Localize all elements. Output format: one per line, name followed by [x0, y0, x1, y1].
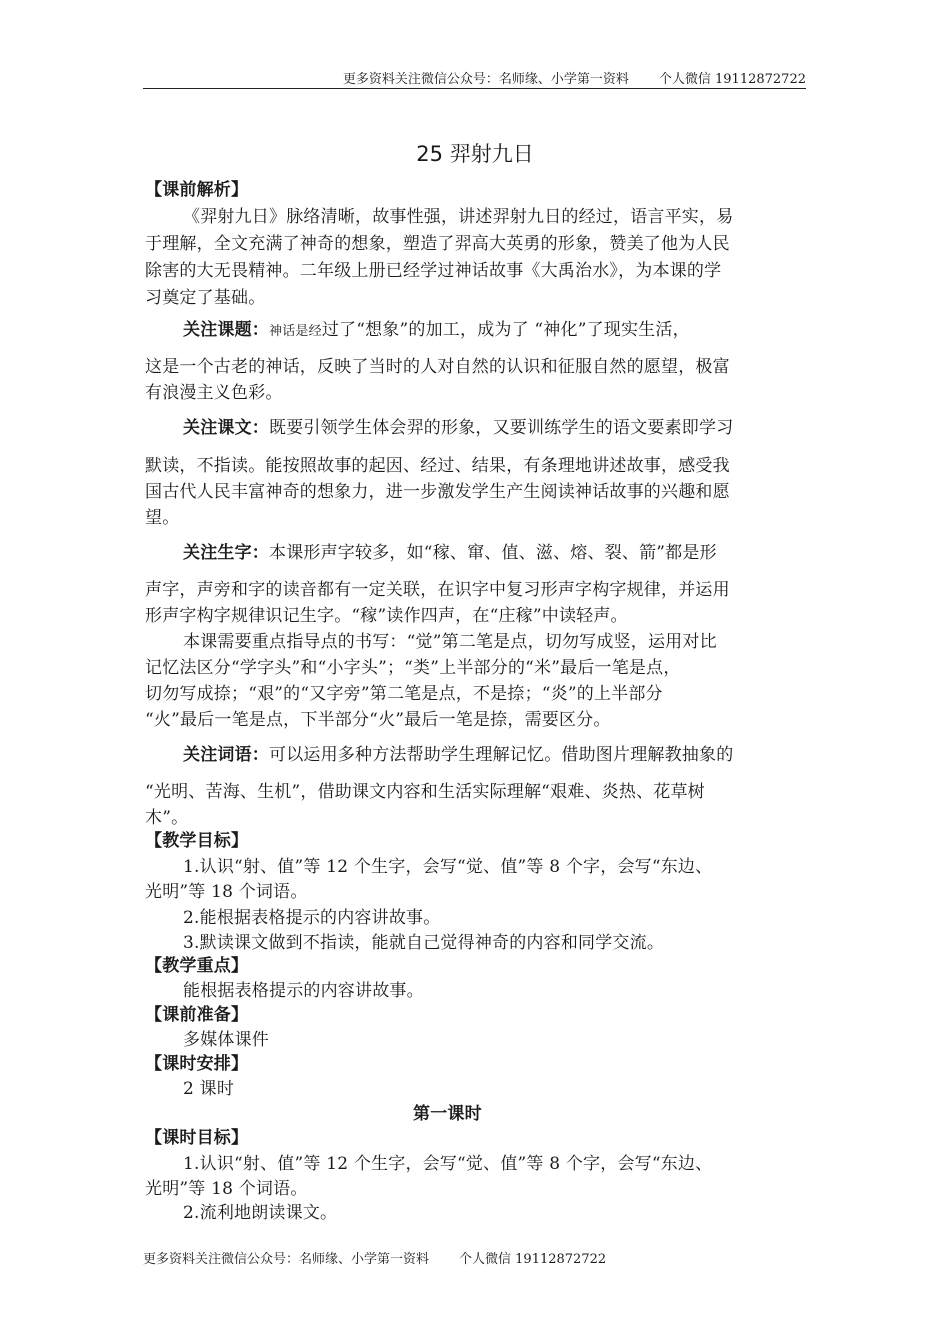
- words-label: 关注词语：: [183, 745, 269, 765]
- schedule-heading: 【课时安排】: [145, 1054, 249, 1074]
- goal-item: 2.能根据表格提示的内容讲故事。: [183, 908, 441, 928]
- analysis-line: 习奠定了基础。: [145, 288, 266, 308]
- topic-paragraph-first: [183, 315, 690, 340]
- text-line: 默读，不指读。能按照故事的起因、经过、结果，有条理地讲述故事，感受我: [145, 456, 730, 476]
- footer-wechat: 个人微信 19112872722: [459, 1252, 607, 1267]
- text-line: 国古代人民丰富神奇的想象力，进一步激发学生产生阅读神话故事的兴趣和愿: [145, 482, 730, 502]
- words-paragraph-first: [183, 740, 733, 765]
- topic-small-text: 神话是经: [269, 324, 322, 339]
- topic-label: 关注课题：: [183, 320, 269, 340]
- goal-item: 3.默读课文做到不指读，能就自己觉得神奇的内容和同学交流。: [183, 933, 665, 953]
- header-promo: 更多资料关注微信公众号：名师缘、小学第一资料: [342, 72, 629, 87]
- analysis-line: 于理解，全文充满了神奇的想象，塑造了羿高大英勇的形象，赞美了他为人民: [145, 234, 730, 254]
- topic-text: 过了“想象”的加工，成为了 “神化”了现实生活，: [321, 320, 690, 340]
- words-line: “光明、苦海、生机”，借助课文内容和生活实际理解“艰难、炎热、花草树: [145, 782, 705, 802]
- analysis-heading: 【课前解析】: [145, 180, 249, 200]
- writing-line: 本课需要重点指导点的书写：“觉”第二笔是点，切勿写成竖，运用对比: [183, 632, 717, 652]
- chars-label: 关注生字：: [183, 543, 269, 563]
- chars-paragraph-first: [183, 538, 717, 563]
- footer-promo: 更多资料关注微信公众号：名师缘、小学第一资料: [143, 1252, 430, 1267]
- page-header: [143, 66, 806, 89]
- page-footer: [143, 1248, 606, 1267]
- chars-text: 本课形声字较多，如“稼、窜、值、滋、熔、裂、箭”都是形: [269, 543, 717, 563]
- lesson1-goal-item: 光明”等 18 个词语。: [145, 1179, 308, 1199]
- words-line: 木”。: [145, 808, 189, 828]
- key-text: 能根据表格提示的内容讲故事。: [183, 981, 424, 1001]
- goal-item: 光明”等 18 个词语。: [145, 882, 308, 902]
- header-wechat: 个人微信 19112872722: [658, 72, 806, 87]
- lesson1-goals-heading: 【课时目标】: [145, 1128, 249, 1148]
- prep-heading: 【课前准备】: [145, 1005, 249, 1025]
- lesson1-title: 第一课时: [413, 1104, 482, 1124]
- schedule-text: 2 课时: [183, 1079, 235, 1099]
- topic-line: 这是一个古老的神话，反映了当时的人对自然的认识和征服自然的愿望，极富: [145, 357, 730, 377]
- analysis-line: 《羿射九日》脉络清晰，故事性强，讲述羿射九日的经过，语言平实，易: [183, 207, 734, 227]
- lesson1-goal-item: 1.认识“射、值”等 12 个生字，会写“觉、值”等 8 个字，会写“东边、: [183, 1154, 713, 1174]
- text-text: 既要引领学生体会羿的形象，又要训练学生的语文要素即学习: [269, 418, 734, 438]
- lesson1-goal-item: 2.流利地朗读课文。: [183, 1203, 338, 1223]
- goals-heading: 【教学目标】: [145, 831, 249, 851]
- writing-line: 记忆法区分“学字头”和“小字头”；“类”上半部分的“米”最后一笔是点，: [145, 658, 681, 678]
- topic-line: 有浪漫主义色彩。: [145, 383, 283, 403]
- text-label: 关注课文：: [183, 418, 269, 438]
- key-heading: 【教学重点】: [145, 956, 249, 976]
- chars-line: 形声字构字规律识记生字。“稼”读作四声，在“庄稼”中读轻声。: [145, 606, 628, 626]
- page-title: 25 羿射九日: [416, 142, 534, 166]
- prep-text: 多媒体课件: [183, 1030, 269, 1050]
- writing-line: 切勿写成捺；“艰”的“又字旁”第二笔是点，不是捺；“炎”的上半部分: [145, 684, 663, 704]
- chars-line: 声字，声旁和字的读音都有一定关联，在识字中复习形声字构字规律，并运用: [145, 580, 730, 600]
- words-text: 可以运用多种方法帮助学生理解记忆。借助图片理解教抽象的: [269, 745, 734, 765]
- writing-line: “火”最后一笔是点，下半部分“火”最后一笔是捺，需要区分。: [145, 710, 611, 730]
- text-paragraph-first: [183, 413, 733, 438]
- text-line: 望。: [145, 508, 180, 528]
- analysis-line: 除害的大无畏精神。二年级上册已经学过神话故事《大禹治水》，为本课的学: [145, 261, 722, 281]
- goal-item: 1.认识“射、值”等 12 个生字，会写“觉、值”等 8 个字，会写“东边、: [183, 857, 713, 877]
